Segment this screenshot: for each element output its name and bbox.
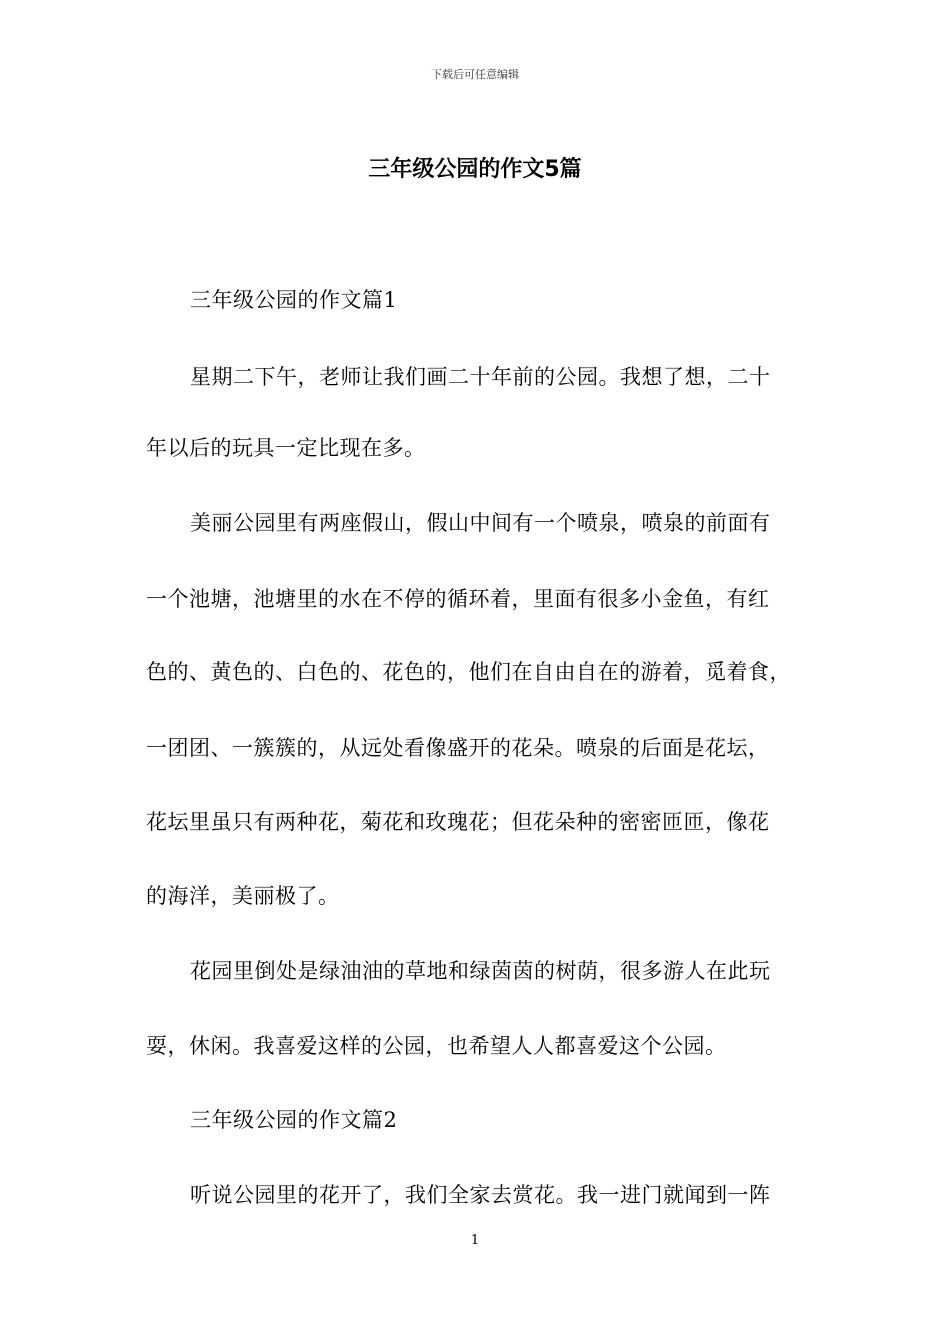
section-heading-2: 三年级公园的作文篇2 bbox=[190, 1108, 398, 1132]
paragraph-line: 年以后的玩具一定比现在多。 bbox=[146, 436, 426, 460]
page-number: 1 bbox=[470, 1233, 480, 1248]
section-heading-1: 三年级公园的作文篇1 bbox=[190, 288, 398, 312]
paragraph-line: 一个池塘，池塘里的水在不停的循环着，里面有很多小金鱼，有红 bbox=[146, 587, 770, 611]
paragraph-line: 花园里倒处是绿油油的草地和绿茵茵的树荫，很多游人在此玩 bbox=[190, 959, 771, 983]
document-title: 三年级公园的作文5篇 bbox=[368, 157, 582, 182]
header-note: 下载后可任意编辑 bbox=[431, 68, 519, 81]
paragraph-line: 耍，休闲。我喜爱这样的公园，也希望人人都喜爱这个公园。 bbox=[146, 1034, 727, 1058]
paragraph-line: 美丽公园里有两座假山，假山中间有一个喷泉，喷泉的前面有 bbox=[190, 511, 771, 535]
paragraph-line: 星期二下午，老师让我们画二十年前的公园。我想了想，二十 bbox=[190, 365, 771, 389]
paragraph-line: 花坛里虽只有两种花，菊花和玫瑰花；但花朵种的密密匝匝，像花 bbox=[146, 810, 770, 834]
paragraph-line: 的海洋，美丽极了。 bbox=[146, 884, 340, 908]
paragraph-line: 听说公园里的花开了，我们全家去赏花。我一进门就闻到一阵 bbox=[190, 1183, 771, 1207]
paragraph-line: 色的、黄色的、白色的、花色的，他们在自由自在的游着，觅着食， bbox=[146, 660, 791, 684]
paragraph-line: 一团团、一簇簇的，从远处看像盛开的花朵。喷泉的后面是花坛， bbox=[146, 736, 770, 760]
